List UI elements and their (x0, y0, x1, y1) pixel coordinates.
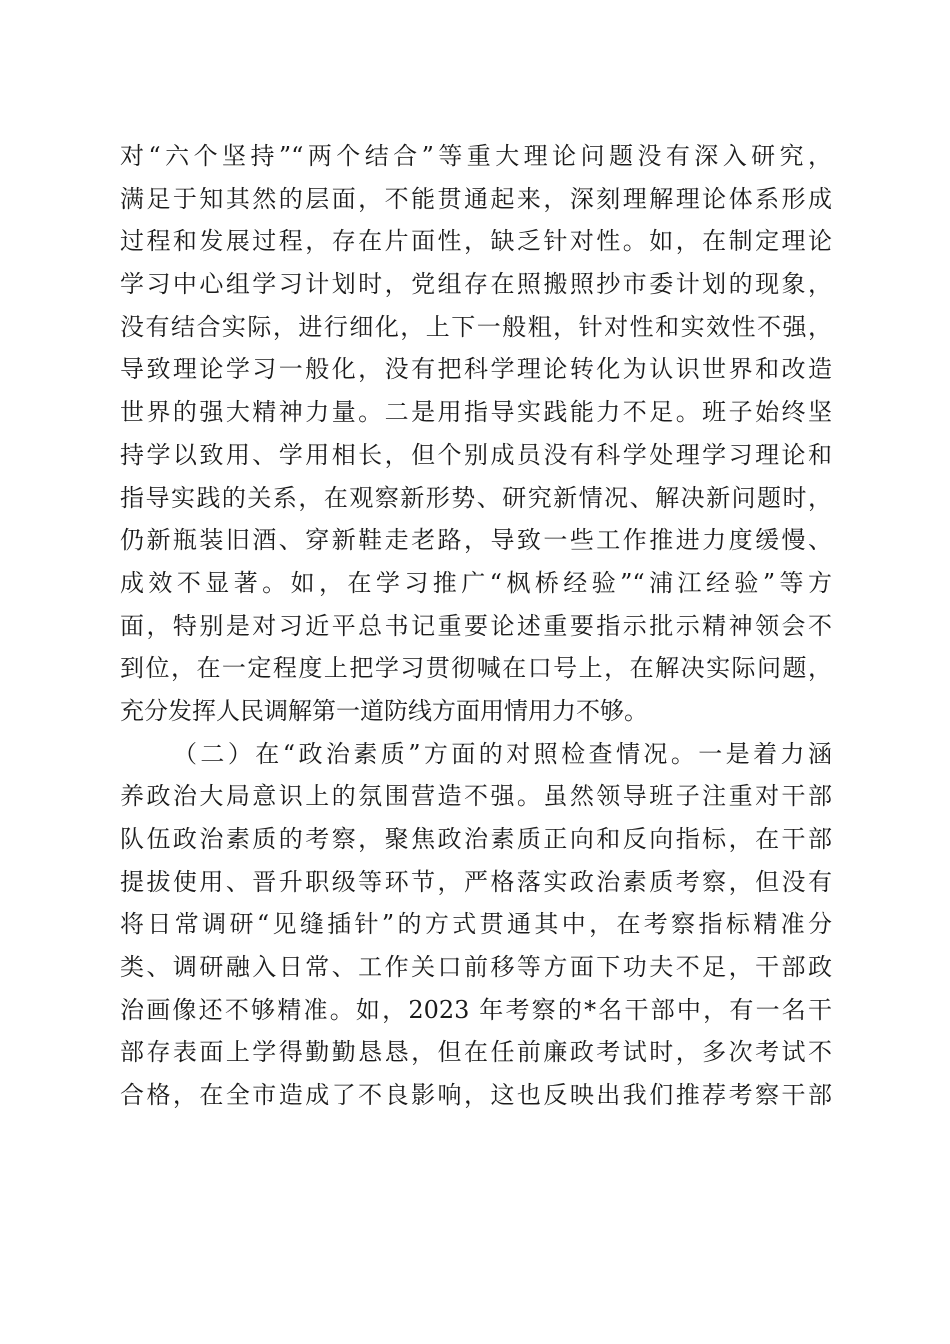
paragraph-line: 世界的强大精神力量。二是用指导实践能力不足。班子始终坚 (120, 398, 832, 427)
paragraph-line: 导致理论学习一般化，没有把科学理论转化为认识世界和改造 (120, 355, 832, 384)
paragraph-line: 指导实践的关系，在观察新形势、研究新情况、解决新问题时， (120, 483, 832, 512)
paragraph-line: 部存表面上学得勤勤恳恳，但在任前廉政考试时，多次考试不 (120, 1038, 832, 1067)
document-body (120, 135, 832, 1117)
paragraph-line: 仍新瓶装旧酒、穿新鞋走老路，导致一些工作推进力度缓慢、 (120, 526, 832, 555)
paragraph-line: 对“六个坚持”“两个结合”等重大理论问题没有深入研究， (120, 142, 832, 170)
paragraph-line: 将日常调研“见缝插针”的方式贯通其中，在考察指标精准分 (120, 910, 832, 939)
paragraph-line: 持学以致用、学用相长，但个别成员没有科学处理学习理论和 (120, 440, 832, 469)
paragraph-line: 类、调研融入日常、工作关口前移等方面下功夫不足，干部政 (120, 953, 832, 982)
paragraph-line: 治画像还不够精准。如，2023 年考察的*名干部中，有一名干 (120, 995, 832, 1024)
paragraph-line: 没有结合实际，进行细化，上下一般粗，针对性和实效性不强， (120, 312, 832, 341)
paragraph-line: 面，特别是对习近平总书记重要论述重要指示批示精神领会不 (120, 611, 832, 640)
paragraph-line: 队伍政治素质的考察，聚焦政治素质正向和反向指标，在干部 (120, 825, 832, 853)
section-heading-line: （二）在“政治素质”方面的对照检查情况。一是着力涵 (173, 739, 832, 768)
paragraph-line: 满足于知其然的层面，不能贯通起来，深刻理解理论体系形成 (120, 184, 832, 213)
paragraph-line: 过程和发展过程，存在片面性，缺乏针对性。如，在制定理论 (120, 227, 832, 256)
paragraph-line: 养政治大局意识上的氛围营造不强。虽然领导班子注重对干部 (120, 782, 832, 811)
paragraph-line: 提拔使用、晋升职级等环节，严格落实政治素质考察，但没有 (120, 867, 832, 896)
paragraph-line: 成效不显著。如，在学习推广“枫桥经验”“浦江经验”等方 (120, 568, 832, 597)
paragraph-line: 到位，在一定程度上把学习贯彻喊在口号上，在解决实际问题， (120, 654, 832, 683)
paragraph-line: 学习中心组学习计划时，党组存在照搬照抄市委计划的现象， (120, 270, 832, 299)
paragraph-line: 合格，在全市造成了不良影响，这也反映出我们推荐考察干部 (120, 1081, 832, 1110)
paragraph-line: 充分发挥人民调解第一道防线方面用情用力不够。 (120, 696, 648, 725)
